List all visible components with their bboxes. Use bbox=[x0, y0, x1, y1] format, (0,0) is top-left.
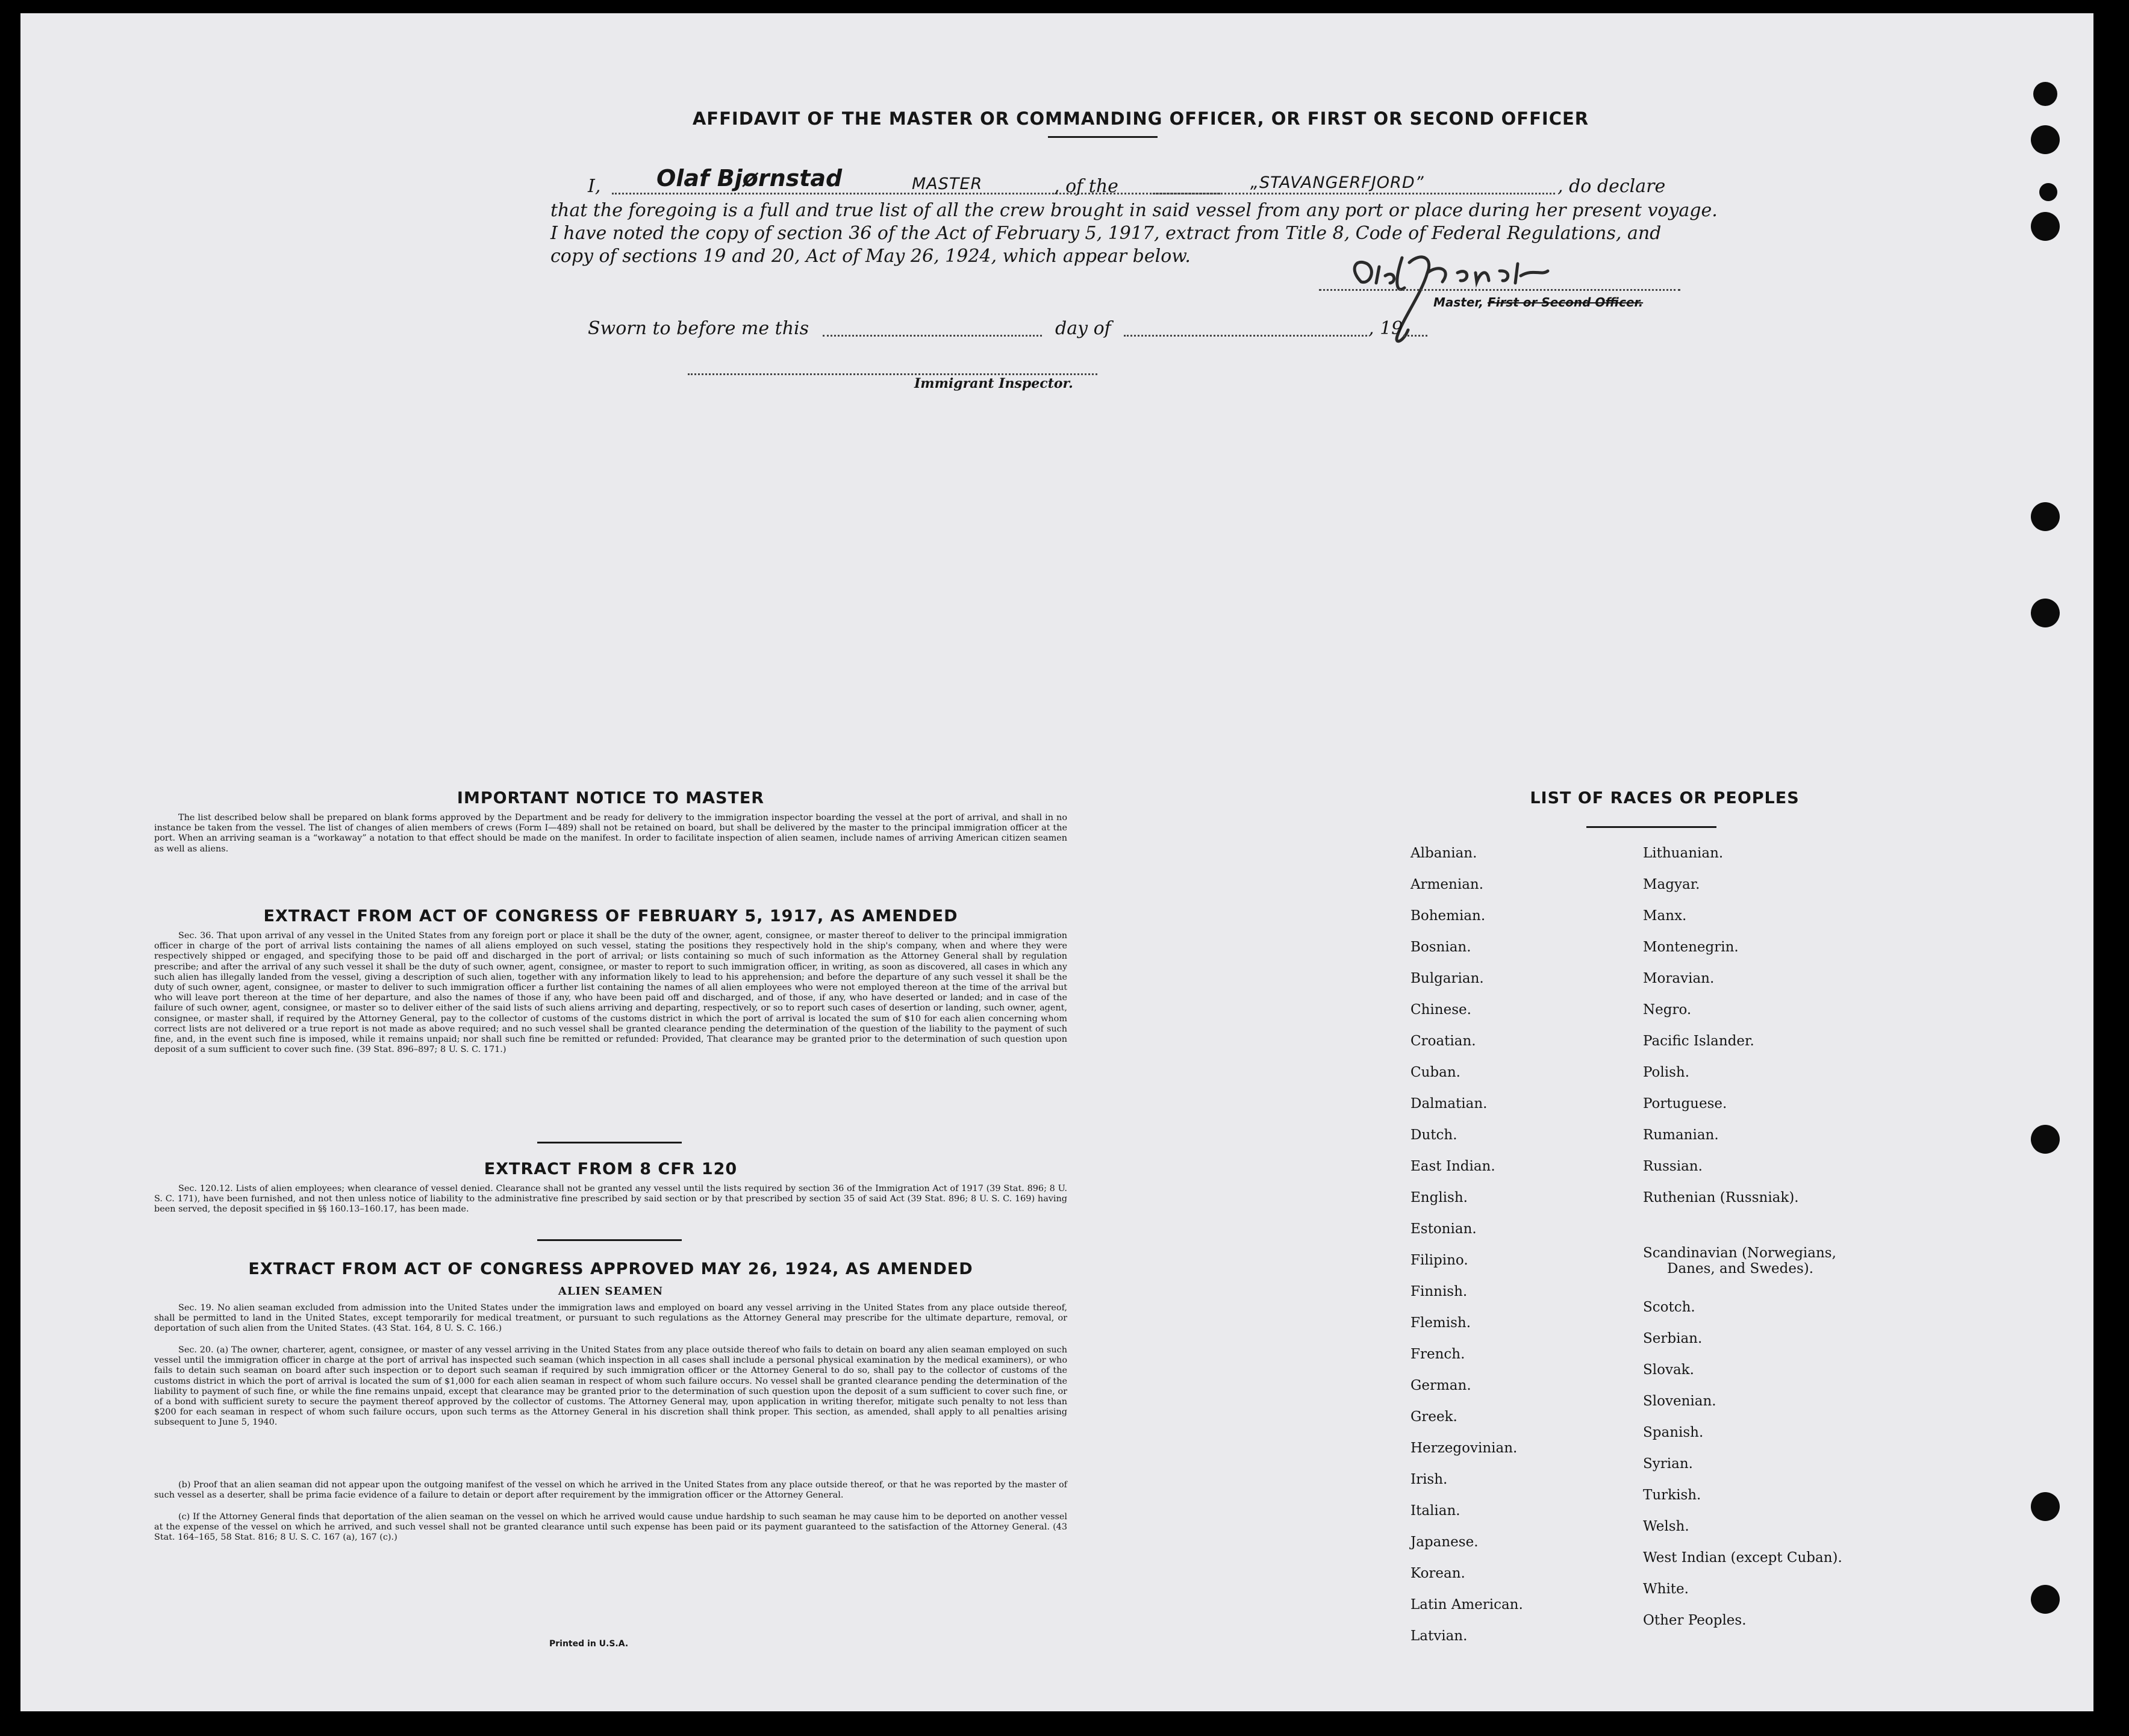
race-item: Rumanian. bbox=[1643, 1127, 1719, 1143]
vessel-name: „STAVANGERFJORD” bbox=[1250, 173, 1424, 192]
notice-title: IMPORTANT NOTICE TO MASTER bbox=[457, 789, 765, 807]
punch-hole bbox=[2031, 502, 2060, 531]
affidavit-title: AFFIDAVIT OF THE MASTER OR COMMANDING OFFICER, OR FIRST OR SECOND OFFICER bbox=[692, 108, 1589, 129]
i-label: I, bbox=[588, 176, 601, 197]
race-item: Slovenian. bbox=[1643, 1393, 1716, 1409]
race-item: Flemish. bbox=[1411, 1315, 1471, 1331]
extract1-title: EXTRACT FROM ACT OF CONGRESS OF FEBRUARY 5, 1917, AS AMENDED bbox=[263, 907, 958, 926]
inspector-label: Immigrant Inspector. bbox=[914, 376, 1073, 391]
caption-struck: First or Second Officer. bbox=[1487, 295, 1644, 310]
punch-hole bbox=[2031, 1125, 2060, 1154]
races-rule bbox=[1586, 826, 1716, 828]
extract3-title: EXTRACT FROM ACT OF CONGRESS APPROVED MAY 26, 1924, AS AMENDED bbox=[248, 1260, 973, 1278]
race-item: Bohemian. bbox=[1411, 908, 1486, 924]
extract2-text: Sec. 120.12. Lists of alien employees; when clearance of vessel denied. Clearance shall not be granted any vessel until the lists required by section 36 of the Immigration Act of 1917 (39 Stat. 896; 8 U. S. C. 171), have been furnished, and not then unless notice of liability to the administrative fine prescribed by said section or by that prescribed by section 35 of said Act (39 Stat. 896; 8 U. S. C. 169) having been served, the deposit specified in §§ 160.13–160.17, has been made. bbox=[154, 1184, 1067, 1215]
sworn-line bbox=[588, 318, 1431, 342]
race-item: Latin American. bbox=[1411, 1597, 1523, 1613]
printed-label: Printed in U.S.A. bbox=[549, 1639, 629, 1649]
race-item: Croatian. bbox=[1411, 1033, 1476, 1049]
affidavit-line-3: I have noted the copy of section 36 of the Act of February 5, 1917, extract from Title 8, Code of Federal Regulations, and bbox=[550, 223, 1662, 244]
race-item: Irish. bbox=[1411, 1472, 1448, 1487]
affidavit-line-1 bbox=[576, 165, 1720, 197]
race-item: Montenegrin. bbox=[1643, 939, 1739, 955]
races-title: LIST OF RACES OR PEOPLES bbox=[1530, 789, 1800, 807]
title-rule bbox=[1048, 136, 1158, 138]
race-item: Russian. bbox=[1643, 1159, 1703, 1174]
race-item: Other Peoples. bbox=[1643, 1613, 1747, 1628]
punch-hole bbox=[2033, 82, 2057, 106]
signature-line bbox=[1319, 289, 1680, 291]
race-item: Bulgarian. bbox=[1411, 971, 1484, 986]
race-item: Greek. bbox=[1411, 1409, 1457, 1425]
race-item: Bosnian. bbox=[1411, 939, 1471, 955]
year-label: , 19 bbox=[1368, 318, 1403, 339]
race-item: Pacific Islander. bbox=[1643, 1033, 1754, 1049]
rank-stamp: MASTER bbox=[912, 175, 983, 193]
punch-hole bbox=[2039, 183, 2057, 201]
extract1-text: Sec. 36. That upon arrival of any vessel in the United States from any foreign port or place it shall be the duty of the owner, agent, consignee, or master thereof to deliver to the principal immigration officer in charge of the port of arrival lists containing the names of all aliens employed on such vessel, stating the positions they respectively hold in the ship's company, when and where they were respectively shipped or engaged, and specifying those to be paid off and discharged in the port of arrival; or lists containing so much of such information as the Attorney General shall by regulation prescribe; and after the arrival of any such vessel it shall be the duty of such owner, agent, consignee, or master to report to such immigration officer, in writing, as soon as discovered, all cases in which any such alien has illegally landed from the vessel, giving a description of such alien, together with any information likely to lead to his apprehension; and before the departure of any such vessel it shall be the duty of such owner, agent, consignee, or master to deliver to such immigration officer a further list containing the names of all alien employees who were not employed thereon at the time of the arrival but who will leave port thereon at the time of her departure, and also the names of those if any, who have been paid off and discharged, and of those, if any, who have deserted or landed; and in case of the failure of such owner, agent, consignee, or master so to deliver either of the said lists of such aliens arriving and departing, respectively, or so to report such cases of desertion or landing, such owner, agent, consignee, or master shall, if required by the Attorney General, pay to the collector of customs of the customs district in which the port of arrival is located the sum of $10 for each alien concerning whom correct lists are not delivered or a true report is not made as above required; and no such vessel shall be granted clearance pending the determination of the question of the liability to the payment of such fine, and, in the event such fine is imposed, while it remains unpaid; nor shall such fine be remitted or refunded: Provided, That clearance may be granted prior to the determination of such question upon deposit of a sum sufficient to cover such fine. (39 Stat. 896–897; 8 U. S. C. 171.) bbox=[154, 931, 1067, 1055]
punch-hole bbox=[2031, 1585, 2060, 1614]
race-item: Estonian. bbox=[1411, 1221, 1477, 1237]
race-item: Dutch. bbox=[1411, 1127, 1457, 1143]
race-item: Portuguese. bbox=[1643, 1096, 1727, 1112]
race-item: Finnish. bbox=[1411, 1284, 1468, 1299]
race-item: Negro. bbox=[1643, 1002, 1692, 1018]
affidavit-line-2: that the foregoing is a full and true list of all the crew brought in said vessel from any port or place during her present voyage. bbox=[550, 200, 1718, 221]
race-item: Chinese. bbox=[1411, 1002, 1471, 1018]
race-item: Scotch. bbox=[1643, 1299, 1695, 1315]
race-item: Japanese. bbox=[1411, 1534, 1479, 1550]
race-item: White. bbox=[1643, 1581, 1689, 1597]
race-item: Polish. bbox=[1643, 1065, 1690, 1080]
race-item: Manx. bbox=[1643, 908, 1687, 924]
document-page bbox=[20, 13, 2093, 1711]
sec20b-text: (b) Proof that an alien seaman did not appear upon the outgoing manifest of the vessel on which he arrived in the United States from any place outside thereof, or that he was reported by the master of such vessel as a deserter, shall be prima facie evidence of a failure to detain or deport after requirement by the immigration officer or the Attorney General. bbox=[154, 1480, 1067, 1501]
notice-text: The list described below shall be prepared on blank forms approved by the Department and be ready for delivery to the immigration inspector boarding the vessel at the port of arrival, and shall in no instance be taken from the vessel. The list of changes of alien members of crews (Form I—489) shall not be retained on board, but shall be delivered by the master to the principal immigration officer at the port. When an arriving seaman is a “workaway” a notation to that effect should be made on the manifest. In order to facilitate inspection of alien seamen, include names of arriving American citizen seamen as well as aliens. bbox=[154, 813, 1067, 854]
extract2-title: EXTRACT FROM 8 CFR 120 bbox=[484, 1160, 738, 1178]
race-item: Italian. bbox=[1411, 1503, 1460, 1519]
extract3-subtitle: ALIEN SEAMEN bbox=[558, 1285, 664, 1298]
race-item: Cuban. bbox=[1411, 1065, 1460, 1080]
race-item: Lithuanian. bbox=[1643, 845, 1724, 861]
race-item: Korean. bbox=[1411, 1566, 1465, 1581]
punch-hole bbox=[2031, 125, 2060, 154]
race-item: Danes, and Swedes). bbox=[1667, 1261, 1814, 1277]
signature-caption bbox=[1433, 295, 1643, 310]
race-item: French. bbox=[1411, 1346, 1465, 1362]
do-declare-label: , do declare bbox=[1557, 176, 1666, 197]
race-item: West Indian (except Cuban). bbox=[1643, 1550, 1842, 1566]
race-item: Herzegovinian. bbox=[1411, 1440, 1518, 1456]
race-item: Latvian. bbox=[1411, 1628, 1468, 1644]
day-of-label: day of bbox=[1055, 318, 1111, 339]
sec19-text: Sec. 19. No alien seaman excluded from admission into the United States under the immigration laws and employed on board any vessel arriving in the United States from any place outside thereof, shall be permitted to land in the United States, except temporarily for medical treatment, or pursuant to such regulations as the Attorney General may prescribe for the ultimate departure, removal, or deportation of such alien from the United States. (43 Stat. 164, 8 U. S. C. 166.) bbox=[154, 1303, 1067, 1334]
sec20c-text: (c) If the Attorney General finds that deportation of the alien seaman on the vessel on which he arrived would cause undue hardship to such seaman he may cause him to be deported on another vessel at the expense of the vessel on which he arrived, and such vessel shall not be granted clearance until such expense has been paid or its payment guaranteed to the satisfaction of the Attorney General. (43 Stat. 164–165, 58 Stat. 816; 8 U. S. C. 167 (a), 167 (c).) bbox=[154, 1512, 1067, 1543]
race-item: Magyar. bbox=[1643, 877, 1700, 892]
race-item: German. bbox=[1411, 1378, 1471, 1393]
sec20a-text: Sec. 20. (a) The owner, charterer, agent, consignee, or master of any vessel arriving in the United States from any place outside thereof who fails to detain on board any alien seaman employed on such vessel until the immigration officer in charge at the port of arrival has inspected such seaman (which inspection in all cases shall include a personal physical examination by the medical examiners), or who fails to detain such seaman on board after such inspection or to deport such seaman if required by such immigration officer or the Attorney General to do so, shall pay to the collector of customs of the customs district in which the port of arrival is located the sum of $1,000 for each alien seaman in respect of whom such failure occurs. No vessel shall be granted clearance pending the determination of the liability to payment of such fine, or while the fine remains unpaid, except that clearance may be granted prior to the determination of such question upon the deposit of a sum sufficient to cover such fine, or of a bond with sufficient surety to secure the payment thereof approved by the collector of customs. The Attorney General may, upon application in writing therefor, mitigate such penalty to not less than $200 for each seaman in respect of whom such failure occurs, upon such terms as the Attorney General in his discretion shall think proper. This section, as amended, shall apply to all penalties arising subsequent to June 5, 1940. bbox=[154, 1345, 1067, 1428]
rule-extract2 bbox=[537, 1239, 682, 1241]
caption-master: Master, bbox=[1433, 295, 1483, 310]
punch-hole bbox=[2031, 599, 2060, 627]
race-item: Scandinavian (Norwegians, bbox=[1643, 1245, 1836, 1261]
race-item: Albanian. bbox=[1411, 845, 1477, 861]
sworn-label: Sworn to before me this bbox=[588, 318, 809, 339]
officer-name: Olaf Bjørnstad bbox=[656, 165, 843, 191]
race-item: Slovak. bbox=[1643, 1362, 1694, 1378]
race-item: Syrian. bbox=[1643, 1456, 1693, 1472]
race-item: Filipino. bbox=[1411, 1252, 1468, 1268]
race-item: Ruthenian (Russniak). bbox=[1643, 1190, 1799, 1206]
race-item: Welsh. bbox=[1643, 1519, 1689, 1534]
race-item: Spanish. bbox=[1643, 1425, 1704, 1440]
race-item: English. bbox=[1411, 1190, 1468, 1206]
race-item: Armenian. bbox=[1411, 877, 1484, 892]
race-item: Serbian. bbox=[1643, 1331, 1703, 1346]
race-item: Dalmatian. bbox=[1411, 1096, 1488, 1112]
punch-hole bbox=[2031, 212, 2060, 241]
race-item: East Indian. bbox=[1411, 1159, 1495, 1174]
race-item: Turkish. bbox=[1643, 1487, 1701, 1503]
punch-hole bbox=[2031, 1492, 2060, 1521]
rule-extract1 bbox=[537, 1142, 682, 1143]
inspector-line bbox=[688, 373, 1097, 375]
race-item: Moravian. bbox=[1643, 971, 1715, 986]
of-the-label: , of the bbox=[1054, 176, 1118, 197]
affidavit-line-4: copy of sections 19 and 20, Act of May 26, 1924, which appear below. bbox=[550, 246, 1191, 267]
